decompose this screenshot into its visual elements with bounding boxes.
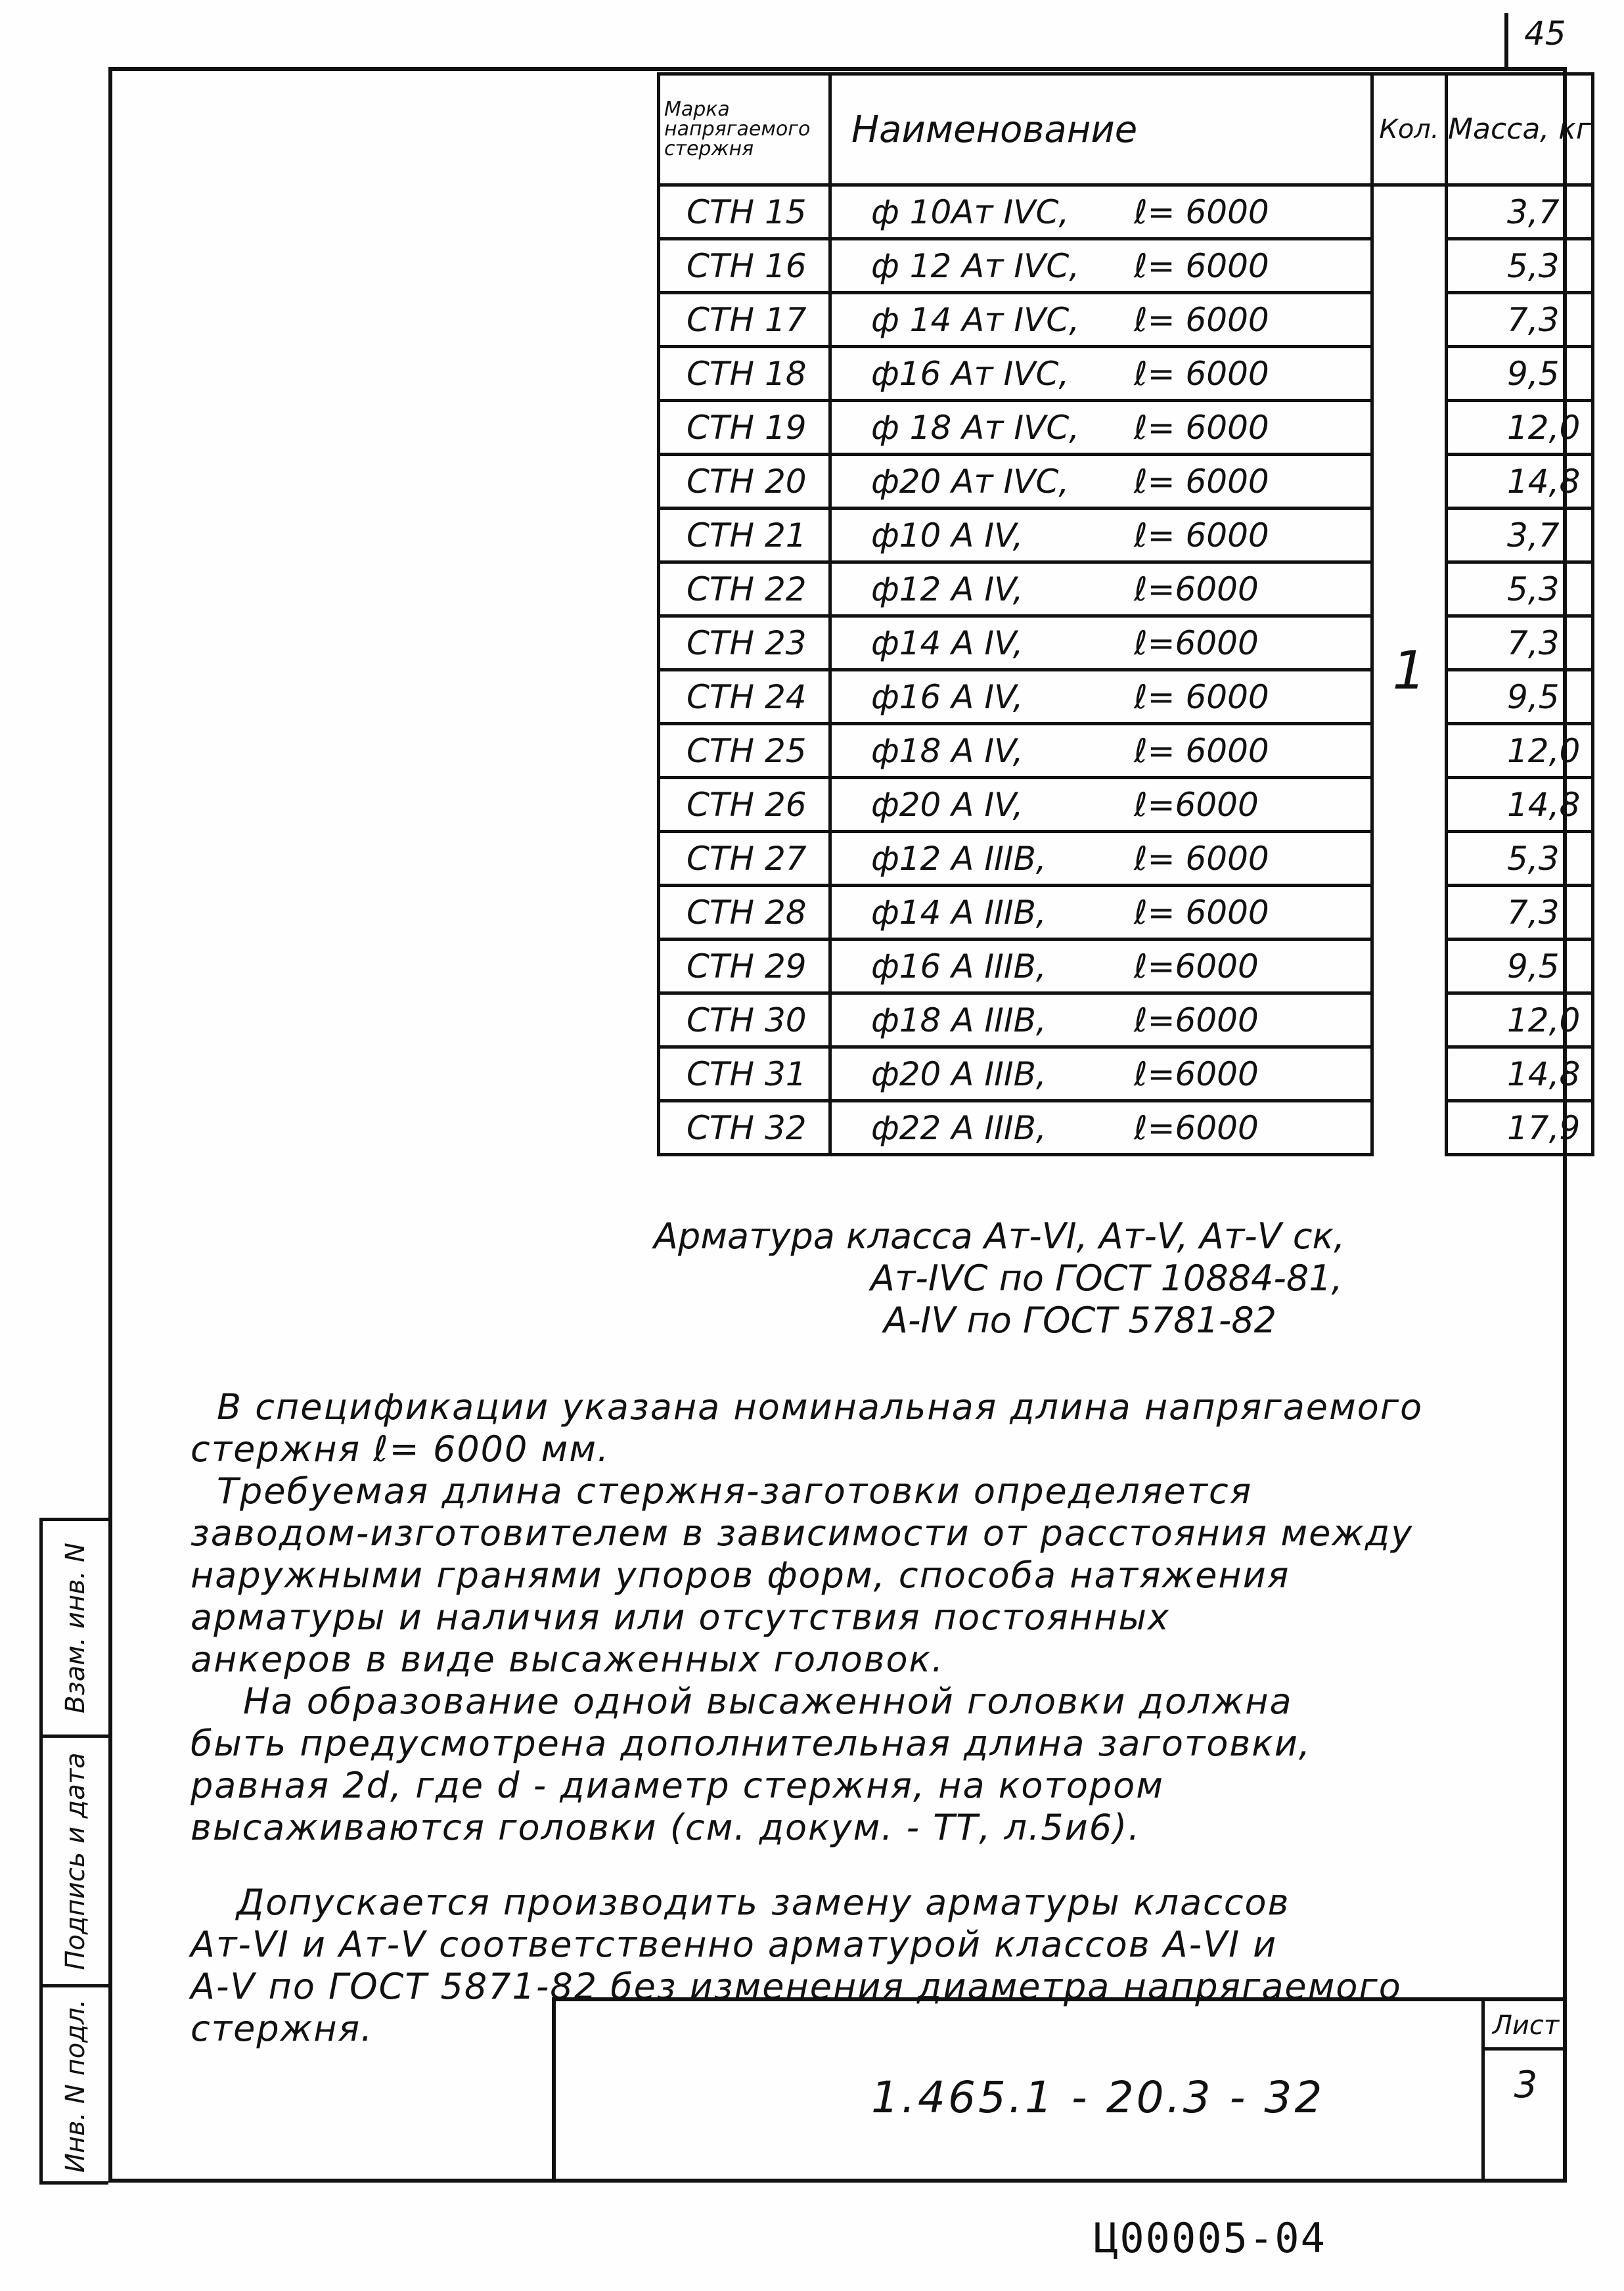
header-mass: Масса, кг — [1447, 74, 1593, 185]
note-line: А-V по ГОСТ 5871-82 без изменения диаметра напрягаемого — [191, 1966, 1402, 2007]
table-header-row — [659, 74, 1593, 185]
rebar-designation: ф16 А IV, — [871, 677, 1024, 716]
cell-quantity: 1 — [1372, 185, 1447, 1155]
rebar-length: ℓ=6000 — [1134, 786, 1259, 824]
cell-mass: 14,8 — [1447, 455, 1593, 509]
rebar-length: ℓ= 6000 — [1134, 732, 1269, 770]
rebar-length: ℓ= 6000 — [1134, 678, 1269, 716]
cell-mass: 7,3 — [1447, 616, 1593, 670]
notes-block — [191, 1386, 1544, 2050]
cell-name — [830, 1047, 1372, 1101]
note-line: наружными гранями упоров форм, способа натяжения — [191, 1554, 1290, 1596]
rebar-designation: ф10 А IV, — [871, 516, 1024, 555]
cell-mass: 5,3 — [1447, 562, 1593, 616]
rebar-length: ℓ=6000 — [1134, 1109, 1259, 1147]
cell-mark: СТН 31 — [659, 1047, 830, 1101]
table-row — [659, 724, 1593, 778]
rebar-designation: ф 18 Ат IVС, — [871, 408, 1080, 447]
rebar-designation: ф20 А IV, — [871, 785, 1024, 824]
class-note-line: А-IV по ГОСТ 5781-82 — [884, 1300, 1277, 1341]
cell-mass: 9,5 — [1447, 347, 1593, 401]
rebar-designation: ф18 А IV, — [871, 731, 1024, 770]
cell-mark: СТН 25 — [659, 724, 830, 778]
table-row — [659, 293, 1593, 347]
cell-mass: 7,3 — [1447, 886, 1593, 940]
note-line: стержня ℓ= 6000 мм. — [191, 1428, 610, 1470]
rebar-length: ℓ= 6000 — [1134, 355, 1269, 393]
cell-mass: 14,8 — [1447, 1047, 1593, 1101]
cell-mark: СТН 27 — [659, 832, 830, 886]
cell-mass: 9,5 — [1447, 940, 1593, 993]
stamp-label: Подпись и дата — [60, 1752, 91, 1970]
cell-mark: СТН 20 — [659, 455, 830, 509]
table-row — [659, 239, 1593, 293]
header-qty: Кол. — [1372, 74, 1447, 185]
rebar-designation: ф 10Ат IVС, — [871, 193, 1070, 231]
cell-mass: 17,9 — [1447, 1101, 1593, 1155]
cell-name — [830, 239, 1372, 293]
cell-name — [830, 886, 1372, 940]
rebar-designation: ф16 А IIIВ, — [871, 947, 1047, 986]
page-number-divider — [1504, 13, 1508, 67]
note-line: анкеров в виде высаженных головок. — [191, 1639, 945, 1680]
cell-name — [830, 509, 1372, 562]
cell-mass: 3,7 — [1447, 509, 1593, 562]
cell-name — [830, 562, 1372, 616]
stamp-label: Взам. инв. N — [60, 1542, 91, 1713]
cell-name — [830, 293, 1372, 347]
rebar-length: ℓ= 6000 — [1134, 516, 1269, 555]
header-mark: Марка напрягаемого стержня — [659, 74, 830, 185]
note-line: В спецификации указана номинальная длина напрягаемого — [217, 1386, 1424, 1428]
cell-mass: 12,0 — [1447, 401, 1593, 455]
class-note-line: Арматура класса Ат-VI, Ат-V, Ат-V ск, — [654, 1215, 1345, 1257]
rebar-designation: ф20 Ат IVС, — [871, 462, 1070, 501]
document-code: 1.465.1 - 20.3 - 32 — [871, 2072, 1325, 2123]
cell-mass: 7,3 — [1447, 293, 1593, 347]
rebar-designation: ф14 А IV, — [871, 624, 1024, 662]
cell-mark: СТН 18 — [659, 347, 830, 401]
cell-mark: СТН 32 — [659, 1101, 830, 1155]
specification-table — [657, 72, 1594, 1156]
cell-mass: 5,3 — [1447, 832, 1593, 886]
cell-mark: СТН 22 — [659, 562, 830, 616]
class-note-line: Ат-IVС по ГОСТ 10884-81, — [870, 1258, 1343, 1299]
rebar-designation: ф14 А IIIВ, — [871, 893, 1047, 932]
table-row — [659, 455, 1593, 509]
cell-name — [830, 1101, 1372, 1155]
cell-mass: 14,8 — [1447, 778, 1593, 832]
rebar-length: ℓ= 6000 — [1134, 247, 1269, 285]
table-row — [659, 185, 1593, 239]
cell-name — [830, 832, 1372, 886]
rebar-length: ℓ= 6000 — [1134, 894, 1269, 932]
rebar-designation: ф22 А IIIВ, — [871, 1108, 1047, 1147]
cell-mark: СТН 24 — [659, 670, 830, 724]
note-line: Допускается производить замену арматуры классов — [237, 1882, 1290, 1923]
rebar-designation: ф12 А IIIВ, — [871, 839, 1047, 878]
rebar-length: ℓ= 6000 — [1134, 463, 1269, 501]
note-line: арматуры и наличия или отсутствия постоянных — [191, 1597, 1170, 1638]
table-row — [659, 778, 1593, 832]
note-line: высаживаются головки (см. докум. - ТТ, л.5и6). — [191, 1807, 1141, 1848]
note-line: равная 2d, где d - диаметр стержня, на котором — [191, 1765, 1164, 1806]
table-row — [659, 940, 1593, 993]
note-line: заводом-изготовителем в зависимости от расстояния между — [191, 1512, 1414, 1554]
stamp-label: Инв. N подл. — [60, 1999, 91, 2173]
note-line: Ат-VI и Ат-V соответственно арматурой классов А-VI и — [191, 1924, 1278, 1965]
rebar-length: ℓ= 6000 — [1134, 193, 1269, 231]
cell-mark: СТН 29 — [659, 940, 830, 993]
rebar-length: ℓ=6000 — [1134, 1055, 1259, 1093]
cell-mark: СТН 21 — [659, 509, 830, 562]
cell-mark: СТН 19 — [659, 401, 830, 455]
cell-name — [830, 455, 1372, 509]
cell-mark: СТН 30 — [659, 993, 830, 1047]
stamp-cell-signature — [43, 1738, 108, 1987]
table-row — [659, 347, 1593, 401]
cell-mark: СТН 26 — [659, 778, 830, 832]
cell-name — [830, 940, 1372, 993]
table-row — [659, 832, 1593, 886]
archive-number: Ц00005-04 — [1094, 2214, 1326, 2262]
cell-mark: СТН 16 — [659, 239, 830, 293]
stamp-column — [39, 1518, 108, 2185]
stamp-cell-inventory — [43, 1987, 108, 2185]
rebar-length: ℓ=6000 — [1134, 1001, 1259, 1039]
stamp-cell-replacement — [43, 1521, 108, 1738]
cell-name — [830, 185, 1372, 239]
table-body — [659, 185, 1593, 1155]
cell-mark: СТН 23 — [659, 616, 830, 670]
page-number-top: 45 — [1524, 14, 1566, 53]
header-name: Наименование — [830, 74, 1372, 185]
note-line: стержня. — [191, 2008, 374, 2049]
table-row — [659, 1101, 1593, 1155]
title-block — [552, 1997, 1567, 2183]
table-row — [659, 886, 1593, 940]
rebar-designation: ф 12 Ат IVС, — [871, 246, 1080, 285]
rebar-length: ℓ= 6000 — [1134, 840, 1269, 878]
cell-name — [830, 778, 1372, 832]
cell-mass: 12,0 — [1447, 724, 1593, 778]
cell-name — [830, 993, 1372, 1047]
sheet-number: 3 — [1514, 2064, 1538, 2106]
cell-name — [830, 616, 1372, 670]
cell-mass: 12,0 — [1447, 993, 1593, 1047]
rebar-designation: ф18 А IIIВ, — [871, 1001, 1047, 1039]
cell-name — [830, 401, 1372, 455]
table-row — [659, 616, 1593, 670]
rebar-length: ℓ=6000 — [1134, 947, 1259, 986]
reinforcement-class-note — [654, 1215, 1345, 1342]
cell-name — [830, 724, 1372, 778]
table-row — [659, 509, 1593, 562]
cell-name — [830, 347, 1372, 401]
cell-mark: СТН 15 — [659, 185, 830, 239]
rebar-designation: ф 14 Ат IVС, — [871, 300, 1080, 339]
cell-mass: 9,5 — [1447, 670, 1593, 724]
cell-mark: СТН 17 — [659, 293, 830, 347]
rebar-length: ℓ=6000 — [1134, 624, 1259, 662]
sheet-cell — [1481, 2001, 1567, 2183]
table-row — [659, 401, 1593, 455]
note-line: Требуемая длина стержня-заготовки определяется — [217, 1470, 1253, 1512]
rebar-designation: ф20 А IIIВ, — [871, 1055, 1047, 1093]
table-row — [659, 562, 1593, 616]
cell-mark: СТН 28 — [659, 886, 830, 940]
sheet-label: Лист — [1485, 2001, 1567, 2051]
rebar-length: ℓ= 6000 — [1134, 301, 1269, 339]
table-row — [659, 670, 1593, 724]
note-line: быть предусмотрена дополнительная длина заготовки, — [191, 1723, 1312, 1764]
table-row — [659, 1047, 1593, 1101]
cell-name — [830, 670, 1372, 724]
cell-mass: 3,7 — [1447, 185, 1593, 239]
rebar-designation: ф16 Ат IVС, — [871, 354, 1070, 393]
rebar-length: ℓ= 6000 — [1134, 409, 1269, 447]
table-row — [659, 993, 1593, 1047]
cell-mass: 5,3 — [1447, 239, 1593, 293]
rebar-designation: ф12 А IV, — [871, 570, 1024, 608]
note-line: На образование одной высаженной головки должна — [243, 1681, 1293, 1722]
rebar-length: ℓ=6000 — [1134, 570, 1259, 608]
